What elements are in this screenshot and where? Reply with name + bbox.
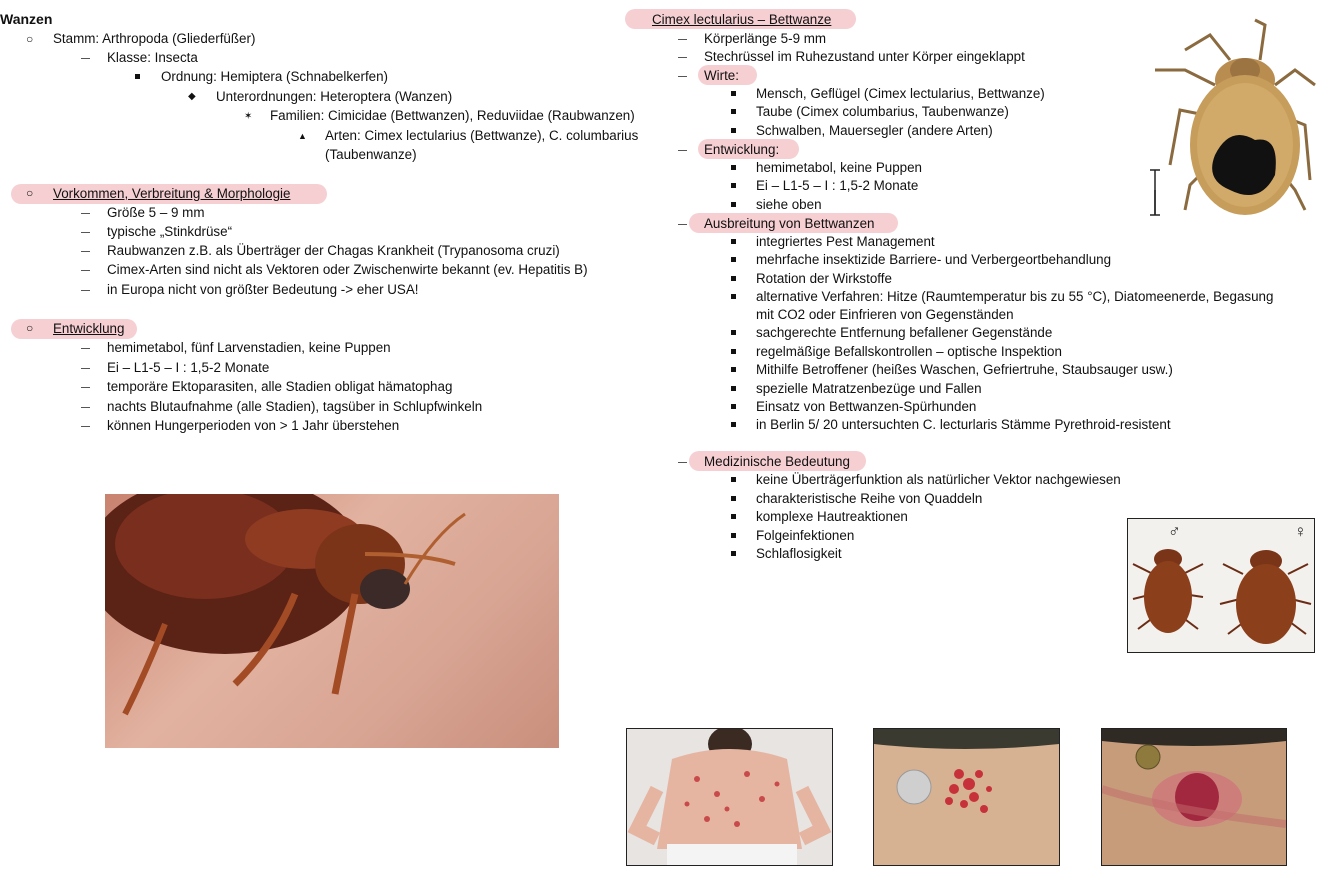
dash-bullet [81,232,90,233]
taxonomy-klasse: Klasse: Insecta [107,50,198,65]
diamond-bullet: ◆ [188,91,196,102]
subheading-medizin: Medizinische Bedeutung [704,454,850,469]
list-item: Schlaflosigkeit [756,546,842,561]
list-item: charakteristische Reihe von Quaddeln [756,491,983,506]
list-item: integriertes Pest Management [756,234,935,249]
list-item: Einsatz von Bettwanzen-Spürhunden [756,399,977,414]
bedbug-male-female-photo [1127,518,1315,653]
dash-bullet [81,58,90,59]
bedbug-dorsal-photo [1145,15,1325,220]
circle-bullet: ○ [26,186,34,200]
square-bullet [731,165,736,170]
taxonomy-ordnung: Ordnung: Hemiptera (Schnabelkerfen) [161,69,389,84]
star-bullet: ✶ [244,111,253,122]
list-item: in Europa nicht von größter Bedeutung -> eher USA! [107,282,419,297]
list-item: Folgeinfektionen [756,528,855,543]
square-bullet [731,422,736,427]
dash-bullet [678,76,687,77]
list-item: Mithilfe Betroffener (heißes Waschen, Gefriertruhe, Staubsauger usw.) [756,362,1173,377]
square-bullet [731,477,736,482]
dash-bullet [81,426,90,427]
list-item: Körperlänge 5-9 mm [704,31,827,46]
square-bullet [731,257,736,262]
list-item: Stechrüssel im Ruhezustand unter Körper eingeklappt [704,49,1025,64]
list-item: keine Überträgerfunktion als natürlicher Vektor nachgewiesen [756,472,1121,487]
list-item: Rotation der Wirkstoffe [756,271,892,286]
list-item: Größe 5 – 9 mm [107,205,205,220]
subheading-entwicklung: Entwicklung: [704,142,780,157]
dash-bullet [81,368,90,369]
square-bullet [731,239,736,244]
list-item: Ei – L1-5 – I : 1,5-2 Monate [107,360,270,375]
list-item: regelmäßige Befallskontrollen – optische Inspektion [756,344,1062,359]
list-item: Schwalben, Mauersegler (andere Arten) [756,123,993,138]
dash-bullet [81,213,90,214]
bedbug-skin-photo [105,494,559,748]
circle-bullet: ○ [26,32,34,46]
list-item: spezielle Matratzenbezüge und Fallen [756,381,982,396]
taxonomy-unterordnung: Unterordnungen: Heteroptera (Wanzen) [216,89,453,104]
square-bullet [731,496,736,501]
list-item: Taube (Cimex columbarius, Taubenwanze) [756,104,1009,119]
list-item: siehe oben [756,197,822,212]
dash-bullet [678,57,687,58]
triangle-bullet: ▲ [298,131,307,141]
page-title: Wanzen [0,11,53,27]
taxonomy-arten-line1: Arten: Cimex lectularius (Bettwanze), C. columbarius [325,128,639,143]
list-item: Raubwanzen z.B. als Überträger der Chagas Krankheit (Trypanosoma cruzi) [107,243,560,258]
list-item: hemimetabol, keine Puppen [756,160,923,175]
square-bullet [731,386,736,391]
square-bullet [731,276,736,281]
bitten-back-photo [626,728,833,866]
list-item: Cimex-Arten sind nicht als Vektoren oder Zwischenwirte bekannt (ev. Hepatitis B) [107,262,588,277]
square-bullet [731,533,736,538]
dash-bullet [81,251,90,252]
dash-bullet [81,270,90,271]
square-bullet [731,367,736,372]
dash-bullet [81,348,90,349]
square-bullet [731,183,736,188]
rash-coin-photo [873,728,1060,866]
section-heading-vorkommen: Vorkommen, Verbreitung & Morphologie [53,186,291,201]
taxonomy-stamm: Stamm: Arthropoda (Gliederfüßer) [53,31,256,46]
female-symbol: ♀ [1294,522,1307,541]
square-bullet [731,330,736,335]
list-item: sachgerechte Entfernung befallener Gegenstände [756,325,1053,340]
list-item: temporäre Ektoparasiten, alle Stadien obligat hämatophag [107,379,453,394]
list-item: in Berlin 5/ 20 untersuchten C. lecturlaris Stämme Pyrethroid-resistent [756,417,1171,432]
list-item: typische „Stinkdrüse“ [107,224,233,239]
subheading-ausbreitung: Ausbreitung von Bettwanzen [704,216,875,231]
dash-bullet [678,150,687,151]
skin-reaction-photo [1101,728,1287,866]
square-bullet [135,74,140,79]
dash-bullet [678,462,687,463]
square-bullet [731,128,736,133]
list-item: hemimetabol, fünf Larvenstadien, keine Puppen [107,340,391,355]
dash-bullet [678,39,687,40]
square-bullet [731,349,736,354]
square-bullet [731,109,736,114]
square-bullet [731,294,736,299]
square-bullet [731,202,736,207]
square-bullet [731,514,736,519]
list-item: Mensch, Geflügel (Cimex lectularius, Bettwanze) [756,86,1045,101]
list-item: alternative Verfahren: Hitze (Raumtemperatur bis zu 55 °C), Diatomeenerde, Begasung [756,289,1274,304]
taxonomy-arten-line2: (Taubenwanze) [325,147,417,162]
dash-bullet [81,387,90,388]
dash-bullet [81,290,90,291]
list-item: komplexe Hautreaktionen [756,509,908,524]
dash-bullet [81,407,90,408]
section-heading-cimex: Cimex lectularius – Bettwanze [652,12,832,27]
list-item: Ei – L1-5 – I : 1,5-2 Monate [756,178,919,193]
taxonomy-familien: Familien: Cimicidae (Bettwanzen), Reduviidae (Raubwanzen) [270,108,635,123]
subheading-wirte: Wirte: [704,68,739,83]
list-item: nachts Blutaufnahme (alle Stadien), tagsüber in Schlupfwinkeln [107,399,483,414]
square-bullet [731,91,736,96]
list-item: können Hungerperioden von > 1 Jahr überstehen [107,418,400,433]
square-bullet [731,404,736,409]
circle-bullet: ○ [26,321,34,335]
male-symbol: ♂ [1168,522,1181,541]
list-item-continuation: mit CO2 oder Einfrieren von Gegenständen [756,307,1014,322]
dash-bullet [678,224,687,225]
section-heading-entwicklung: Entwicklung [53,321,125,336]
list-item: mehrfache insektizide Barriere- und Verbergeortbehandlung [756,252,1112,267]
square-bullet [731,551,736,556]
